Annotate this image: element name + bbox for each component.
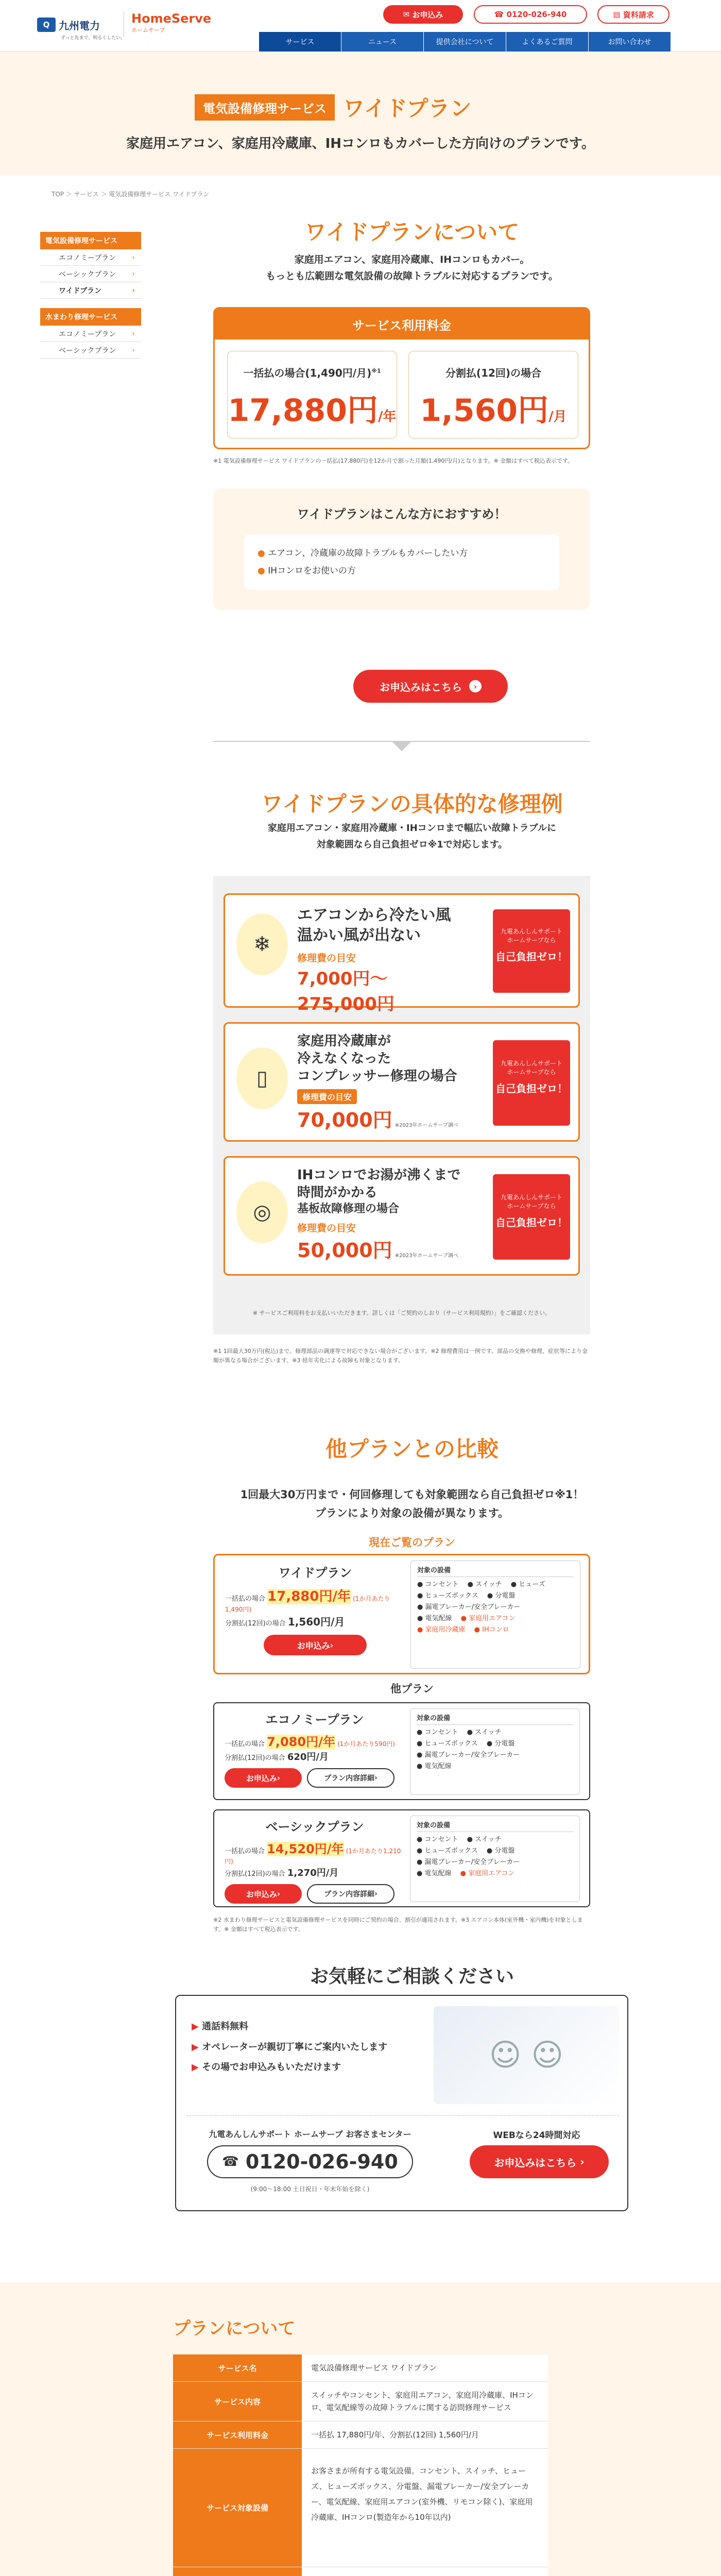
examples-notes: ※1 1回最大30万円(税込)まで。修理部品の調達等で対応できない場合がございます。※2 修理費用は一例です。部品の交換や修理、症状等により金額が異なる場合がございます。※3 経年劣化による故障も対象となります。: [213, 1348, 588, 1364]
target-item-text: 分電盤: [494, 1847, 515, 1855]
current-plan-label: 現在ご覧のプラン: [369, 1536, 455, 1549]
target-item-text: 電気配線: [425, 1615, 452, 1623]
sidebar-item-basic[interactable]: ベーシックプラン ›: [40, 266, 141, 282]
target-item: ● コンセント: [417, 1728, 458, 1737]
compare-notes: ※2 水まわり修理サービスと電気設備修理サービスを同時にご契約の場合、割引が適用されます。※3 エアコン本体(室外機・室内機)を対象とします。※ 金額はすべて税込表示です。: [213, 1917, 583, 1933]
nav-company[interactable]: 提供会社について: [423, 32, 506, 52]
target-head: 対象の設備: [417, 1713, 573, 1725]
table-cell: スイッチやコンセント、家庭用エアコン、家庭用冷蔵庫、IHコンロ、電気配線等の故障トラブルに関する訪問修理サービス: [311, 2391, 534, 2412]
sidebar-group-water[interactable]: 水まわり修理サービス: [40, 308, 141, 326]
fee-card-header: サービス利用料金: [215, 309, 589, 340]
target-item: ● スイッチ: [467, 1728, 502, 1737]
table-row: [173, 2382, 548, 2421]
kyuden-mark-icon: Q: [37, 18, 56, 32]
badge-line2: ホームサーブなら: [507, 937, 556, 944]
target-item: ● 電気配線: [417, 1870, 452, 1878]
plan-lump-price: 14,520円/年: [267, 1842, 344, 1856]
global-nav: [259, 32, 671, 52]
consult-apply-button[interactable]: お申込みはこちら ›: [470, 2145, 609, 2178]
target-item-text: 漏電ブレーカー/安全ブレーカー: [424, 1751, 520, 1759]
apply-cta-label: お申込みはこちら: [380, 681, 462, 693]
table-header-cell: サービス利用料金: [173, 2421, 302, 2448]
target-item: ● 家庭用エアコン: [460, 1615, 516, 1623]
repair-title: 家庭用冷蔵庫が: [297, 1033, 391, 1049]
examples-description: [206, 820, 618, 854]
repair-example-card: [224, 893, 580, 1014]
repair-example-card: [224, 1156, 580, 1276]
sidebar-item-wide[interactable]: ワイドプラン ›: [40, 282, 141, 299]
nav-service[interactable]: サービス: [259, 32, 341, 52]
badge-line1: 九電あんしんサポート: [500, 1194, 562, 1201]
table-row: [173, 2567, 548, 2576]
consult-box: [175, 1995, 628, 2211]
target-item: ● コンセント: [417, 1581, 459, 1589]
plan-name: エコノミープラン: [265, 1713, 364, 1727]
lump-label: 一括払の場合(1,490円/月): [243, 367, 372, 379]
compare-lead-line1: 1回最大30万円まで・何回修理しても対象範囲なら自己負担ゼロ※1！: [240, 1488, 584, 1501]
plan-target-list: [410, 1708, 580, 1795]
lump-price: 17,880円: [228, 393, 379, 429]
plan-lump-sub: (1か月あたり1,490円): [225, 1595, 390, 1613]
consult-point: ▶ 通話料無料: [192, 2021, 249, 2032]
plan-apply-button[interactable]: お申込み ›: [225, 1884, 302, 1904]
target-item: ● 漏電ブレーカー/安全ブレーカー: [417, 1751, 520, 1759]
apply-cta-button[interactable]: [353, 670, 508, 703]
refrigerator-icon: ▯: [236, 1047, 288, 1109]
hero-section: [0, 52, 721, 175]
divider-arrow-icon: [391, 741, 412, 751]
plan-apply-button[interactable]: お申込み ›: [225, 1768, 302, 1788]
target-item: ● 分電盤: [486, 1740, 515, 1748]
consult-divider: [186, 2115, 619, 2116]
split-prefix: 分割払(12回)の場合: [225, 1870, 285, 1878]
ih-stove-icon: ◎: [236, 1181, 288, 1243]
compare-lead: [206, 1486, 618, 1522]
about-desc-line1: 家庭用エアコン、家庭用冷蔵庫、IHコンロもカバー。: [294, 254, 530, 265]
nav-faq[interactable]: よくあるご質問: [506, 32, 588, 52]
lump-unit: /年: [378, 409, 397, 425]
header-apply-label: お申込み: [412, 10, 443, 20]
target-item-text: 分電盤: [494, 1740, 515, 1748]
plan-target-list: [410, 1816, 580, 1902]
price-box-lump: [227, 351, 397, 438]
other-plan-label: 他プラン: [390, 1683, 434, 1695]
table-header-cell: サービス内容: [173, 2382, 302, 2421]
consult-phone[interactable]: [207, 2145, 413, 2178]
target-item-text: スイッチ: [475, 1836, 502, 1844]
consult-points: [192, 2016, 387, 2078]
header-phone-label: 0120-026-940: [506, 10, 567, 19]
plan-card-economy: [213, 1702, 590, 1800]
split-unit: /月: [548, 409, 567, 425]
lump-prefix: 一括払の場合: [225, 1595, 266, 1603]
table-row: [173, 2449, 548, 2567]
repair-title: 基板故障修理の場合: [297, 1202, 400, 1215]
table-row: [173, 2421, 548, 2449]
fee-card: [213, 307, 590, 449]
target-item-text: 家庭用冷蔵庫: [425, 1626, 466, 1634]
split-prefix: 分割払(12回)の場合: [225, 1754, 285, 1762]
split-prefix: 分割払(12回)の場合: [225, 1620, 286, 1628]
operator-image: ☺ ☺: [434, 2006, 619, 2104]
repair-title: エアコンから冷たい風: [297, 906, 451, 924]
target-item: ● コンセント: [417, 1836, 458, 1844]
target-item: ● ヒューズボックス: [417, 1847, 478, 1855]
header-doc-label: 資料請求: [623, 10, 654, 20]
consult-point: ▶ オペレーターが親切丁寧にご案内いたします: [192, 2041, 388, 2053]
consult-center-name: 九電あんしんサポート ホームサーブ お客さまセンター: [209, 2129, 411, 2139]
nav-contact[interactable]: お問い合わせ: [588, 32, 671, 52]
recommend-item: ● エアコン、冷蔵庫の故障トラブルもカバーしたい方: [258, 548, 468, 558]
target-item-text: コンセント: [425, 1581, 459, 1589]
badge-line1: 九電あんしんサポート: [500, 928, 562, 935]
kyuden-tagline: ずっと先まで、明るくしたい。: [61, 36, 126, 41]
plan-card-wide: [213, 1554, 590, 1674]
target-item: ● 漏電ブレーカー/安全ブレーカー: [417, 1603, 521, 1612]
target-item: ● 分電盤: [487, 1592, 516, 1600]
target-item: ● 電気配線: [417, 1615, 452, 1623]
target-item: ● ヒューズボックス: [417, 1740, 478, 1748]
recommend-item: ● IHコンロをお使いの方: [258, 566, 356, 576]
repair-title: 温かい風が出ない: [297, 926, 421, 944]
kyuden-logo-text: 九州電力: [59, 19, 100, 32]
consult-web-label: WEBなら24時間対応: [493, 2130, 580, 2141]
badge-line1: 九電あんしんサポート: [500, 1060, 562, 1067]
split-price: 1,560円: [420, 393, 549, 429]
target-item: ● 家庭用エアコン: [460, 1870, 515, 1878]
compare-lead-line2: プランにより対象の設備が異なります。: [315, 1506, 509, 1519]
repair-cost-label: 修理費の目安: [297, 1089, 357, 1104]
lump-prefix: 一括払の場合: [225, 1848, 265, 1855]
about-description: [206, 251, 618, 285]
about-title: ワイドプランについて: [304, 219, 520, 245]
recommend-item-text: エアコン、冷蔵庫の故障トラブルもカバーしたい方: [268, 548, 468, 558]
target-item-text: 電気配線: [424, 1870, 452, 1878]
sidebar-item-water-economy[interactable]: エコノミープラン ›: [40, 326, 141, 342]
target-item-text: 分電盤: [495, 1592, 516, 1600]
plan-name: ワイドプラン: [278, 1566, 352, 1580]
lump-footnote-mark: ※1: [371, 367, 381, 375]
compare-title: 他プランとの比較: [325, 1436, 499, 1462]
target-item: ● ヒューズ: [510, 1581, 545, 1589]
consult-title: お気軽にご相談ください: [310, 1966, 514, 1987]
plan-detail-button[interactable]: プラン内容詳細 ›: [307, 1884, 394, 1904]
plan-info-title: プランについて: [173, 2318, 296, 2339]
breadcrumb[interactable]: TOP ＞ サービス ＞ 電気設備修理サービス ワイドプラン: [52, 191, 210, 198]
price-box-split: [408, 351, 578, 438]
target-item: ● スイッチ: [467, 1581, 502, 1589]
hero-badge: 電気設備修理サービス: [195, 94, 335, 121]
plan-lump-sub: (1か月あたり590円): [337, 1740, 395, 1748]
repair-title: コンプレッサー修理の場合: [297, 1068, 457, 1084]
plan-apply-label: お申込み: [246, 1773, 277, 1783]
plan-split-price: 1,560円/月: [287, 1616, 345, 1628]
zero-cost-badge: [493, 1040, 570, 1126]
examples-desc-line1: 家庭用エアコン・家庭用冷蔵庫・IHコンロまで幅広い故障トラブルに: [267, 823, 557, 834]
target-item-text: 電気配線: [424, 1762, 452, 1771]
phone-icon: ☎: [222, 2154, 239, 2170]
site-header: [0, 0, 721, 52]
consult-point-text: オペレーターが親切丁寧にご案内いたします: [202, 2041, 388, 2053]
plan-detail-label: プラン内容詳細: [324, 1890, 375, 1899]
plan-apply-label: お申込み: [246, 1889, 277, 1899]
table-cell: お客さまが所有する電気設備。コンセント、スイッチ、ヒューズ、ヒューズボックス、分電盤、漏電ブレーカー/安全ブレーカー、電気配線、家庭用エアコン(室外機、リモコン除く)、家庭用冷蔵庫、IHコンロ(製造年から10年以内): [311, 2466, 533, 2522]
sidebar-group-electric[interactable]: 電気設備修理サービス: [40, 232, 141, 249]
repair-cost-note: ※2023年ホームサーブ調べ: [394, 1123, 458, 1129]
fee-note: ※1 電気設備修理サービス ワイドプランの一括払(17,880円)を12か月で割った月額(1,490円/月)となります。※ 金額はすべて税込表示です。: [213, 457, 574, 464]
lump-prefix: 一括払の場合: [225, 1740, 265, 1748]
target-item-text: 漏電ブレーカー/安全ブレーカー: [424, 1858, 520, 1867]
table-header-cell: サービス対象設備: [173, 2449, 302, 2567]
target-item-text: コンセント: [424, 1836, 458, 1844]
homeserve-logo-text: HomeServe: [131, 11, 212, 26]
repair-cost: 50,000円: [297, 1239, 392, 1262]
target-item-text: 家庭用エアコン: [469, 1615, 516, 1623]
plan-info-table: [173, 2354, 548, 2576]
badge-line3: 自己負担ゼロ！: [495, 951, 568, 963]
target-item: ● 分電盤: [486, 1847, 515, 1855]
sidebar-item-water-basic[interactable]: ベーシックプラン ›: [40, 342, 141, 359]
split-label: 分割払(12回)の場合: [445, 367, 542, 379]
consult-phone-number: 0120-026-940: [245, 2150, 398, 2173]
consult-apply-label: お申込みはこちら: [494, 2156, 577, 2169]
kyuden-logo[interactable]: [37, 15, 114, 34]
nav-news[interactable]: ニュース: [341, 32, 423, 52]
target-item: ● 漏電ブレーカー/安全ブレーカー: [417, 1858, 520, 1867]
table-cell: 一括払 17,880円/年、分割払(12回) 1,560円/月: [311, 2430, 479, 2439]
target-item-text: コンセント: [424, 1728, 458, 1737]
target-item-text: ヒューズ: [519, 1581, 545, 1589]
plan-lump-sub: (1か月あたり1,210円): [225, 1848, 401, 1865]
target-item-text: 家庭用エアコン: [468, 1870, 515, 1878]
header-apply-button[interactable]: ✉ お申込み: [383, 5, 463, 24]
plan-apply-label: お申込み: [297, 1640, 330, 1651]
target-item: ● 家庭用冷蔵庫: [417, 1626, 466, 1634]
table-cell: [302, 2567, 548, 2576]
repair-cost: 70,000円: [297, 1109, 392, 1132]
zero-cost-badge: [493, 1174, 570, 1260]
target-head: 対象の設備: [417, 1820, 573, 1832]
hero-description: 家庭用エアコン、家庭用冷蔵庫、IHコンロもカバーした方向けのプランです。: [126, 136, 595, 151]
plan-split-price: 1,270円/月: [287, 1868, 339, 1878]
hero-title: [195, 92, 471, 123]
badge-line2: ホームサーブなら: [507, 1202, 556, 1210]
repair-cost: 7,000円〜275,000円: [297, 969, 394, 1014]
homeserve-logo-sub: ホームサーブ: [131, 27, 165, 33]
plan-lump-price: 17,880円/年: [267, 1589, 351, 1604]
plan-apply-button[interactable]: お申込み ›: [264, 1635, 367, 1655]
header-phone-button[interactable]: ☎ 0120-026-940: [474, 5, 587, 24]
repair-title: 時間がかかる: [297, 1184, 378, 1200]
repair-example-card: [224, 1022, 580, 1142]
table-header-cell: サービス名: [173, 2354, 302, 2381]
table-row: [173, 2354, 548, 2382]
sidebar-item-economy[interactable]: エコノミープラン ›: [40, 249, 141, 266]
repair-cost-label: 修理費の目安: [297, 953, 356, 964]
target-item-text: 漏電ブレーカー/安全ブレーカー: [425, 1603, 521, 1612]
target-item: ● スイッチ: [467, 1836, 502, 1844]
badge-line3: 自己負担ゼロ！: [495, 1082, 568, 1095]
recommend-title: ワイドプランはこんな方におすすめ！: [297, 507, 507, 521]
examples-desc-line2: 対象範囲なら自己負担ゼロ※1で対応します。: [316, 839, 508, 851]
repair-title: 冷えなくなった: [297, 1050, 391, 1066]
examples-inner-note: ※ サービスご利用料をお支払いいただきます。詳しくは「ご契約のしおり（サービス利用規約）」をご確認ください。: [252, 1310, 551, 1316]
target-item: ● ヒューズボックス: [417, 1592, 478, 1600]
target-item: ● IHコンロ: [474, 1626, 509, 1634]
target-item-text: ヒューズボックス: [425, 1592, 478, 1600]
table-header-cell: [173, 2567, 302, 2576]
air-conditioner-icon: ❄: [236, 913, 288, 975]
target-item-text: ヒューズボックス: [424, 1740, 478, 1748]
plan-lump-price: 7,080円/年: [267, 1735, 335, 1749]
consult-hours: (9:00〜18:00 土日祝日・年末年始を除く): [250, 2185, 370, 2193]
target-item-text: スイッチ: [475, 1728, 502, 1737]
sidebar: [40, 232, 141, 359]
header-document-button[interactable]: ▤ 資料請求: [597, 5, 670, 24]
consult-point-text: 通話料無料: [202, 2021, 249, 2032]
plan-card-basic: [213, 1809, 590, 1907]
plan-detail-label: プラン内容詳細: [324, 1774, 375, 1783]
repair-cost-note: ※2023年ホームサーブ調べ: [394, 1253, 458, 1259]
plan-split-price: 620円/月: [287, 1752, 329, 1762]
target-item-text: IHコンロ: [482, 1626, 509, 1634]
plan-target-list: [410, 1561, 580, 1669]
homeserve-logo[interactable]: [124, 11, 211, 37]
plan-name: ベーシックプラン: [265, 1820, 364, 1834]
consult-point-text: その場でお申込みもいただけます: [202, 2062, 341, 2073]
target-item-text: ヒューズボックス: [424, 1847, 478, 1855]
plan-detail-button[interactable]: プラン内容詳細 ›: [307, 1768, 394, 1788]
target-item-text: スイッチ: [475, 1581, 502, 1589]
table-cell: 電気設備修理サービス ワイドプラン: [311, 2363, 437, 2372]
target-item: ● 電気配線: [417, 1762, 452, 1771]
zero-cost-badge: [493, 909, 570, 993]
badge-line3: 自己負担ゼロ！: [495, 1216, 568, 1229]
recommend-item-text: IHコンロをお使いの方: [268, 566, 356, 576]
repair-title: IHコンロでお湯が沸くまで: [297, 1167, 461, 1183]
arrow-right-icon: ›: [469, 680, 482, 692]
consult-point: ▶ その場でお申込みもいただけます: [192, 2062, 341, 2073]
target-head: 対象の設備: [417, 1565, 574, 1577]
repair-cost-label: 修理費の目安: [297, 1223, 356, 1234]
recommend-box: [213, 488, 590, 610]
page-title: ワイドプラン: [343, 96, 472, 121]
about-desc-line2: もっとも広範囲な電気設備の故障トラブルに対応するプランです。: [266, 270, 558, 282]
badge-line2: ホームサーブなら: [507, 1069, 556, 1076]
examples-title: ワイドプランの具体的な修理例: [261, 791, 563, 817]
